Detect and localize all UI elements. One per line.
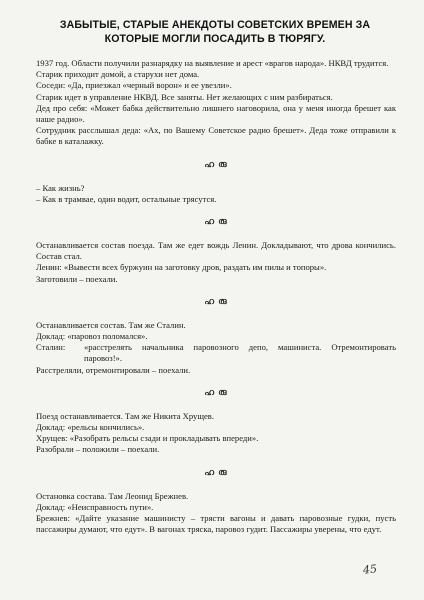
ornament-divider: ഹ രു <box>204 466 228 477</box>
paragraph: Брежнев: «Дайте указание машинисту – трясти вагоны и давать паровозные гудки, пусть пассажиры думают, что едут». В вагонах тряска, паровоз гудит. Пассажиры уверены, что едут. <box>36 513 396 535</box>
paragraph: Соседи: «Да, приезжал «черный ворон» и ее увезли». <box>36 80 232 91</box>
paragraph: Останавливается состав. Там же Сталин. <box>36 319 186 330</box>
anecdote-lenin <box>36 240 396 285</box>
anecdote-stalin <box>36 320 396 376</box>
paragraph: Разобрали – положили – поехали. <box>36 444 160 455</box>
speech-text: «расстрелять начальника паровозного депо, машиниста. Отремонтировать паровоз!». <box>84 342 396 364</box>
paragraph: Доклад: «Неисправность пути». <box>36 501 154 512</box>
anecdote-tram <box>36 183 396 205</box>
paragraph: Останавливается состав поезда. Там же едет вождь Ленин. Докладывают, что дрова кончились. Состав стал. <box>36 240 396 262</box>
dialogue-line: – Как в трамвае, один водит, остальные трясутся. <box>36 193 217 204</box>
ornament-divider: ഹ രു <box>204 216 228 227</box>
anecdote-khrushchev <box>36 411 396 456</box>
ornament-divider: ഹ രു <box>204 386 228 397</box>
paragraph: Старик идет в управление НКВД. Все заняты. Нет желающих с ним разбираться. <box>36 91 333 102</box>
paragraph: Доклад: «паровоз поломался». <box>36 331 148 342</box>
speech-row <box>36 342 396 364</box>
dialogue-line: – Как жизнь? <box>36 182 85 193</box>
paragraph: Поезд останавливается. Там же Никита Хрущев. <box>36 410 214 421</box>
page-title: ЗАБЫТЫЕ, СТАРЫЕ АНЕКДОТЫ СОВЕТСКИХ ВРЕМЕН ЗА КОТОРЫЕ МОГЛИ ПОСАДИТЬ В ТЮРЯГУ. <box>59 19 371 45</box>
paragraph: Расстреляли, отремонтировали – поехали. <box>36 364 191 375</box>
paragraph: Хрущев: «Разобрать рельсы сзади и прокладывать впереди». <box>36 433 259 444</box>
paragraph: 1937 год. Области получили разнарядку на выявление и арест «врагов народа». НКВД трудится. <box>36 58 389 68</box>
anecdote-brezhnev <box>36 491 396 536</box>
ornament-divider: ഹ രു <box>204 158 228 169</box>
paragraph: Доклад: «рельсы кончились». <box>36 422 145 433</box>
speaker-label: Сталин: <box>36 342 66 353</box>
anecdote-1937 <box>36 58 396 148</box>
paragraph: Заготовили – поехали. <box>36 273 118 284</box>
document-body <box>36 58 396 535</box>
ornament-divider: ഹ രു <box>204 295 228 306</box>
paragraph: Остановка состава. Там Леонид Брежнев. <box>36 490 189 501</box>
paragraph: Старик приходит домой, а старухи нет дома. <box>36 69 200 80</box>
paragraph: Ленин: «Вывести всех буржуин на заготовку дров, раздать им пилы и топоры». <box>36 262 327 273</box>
paragraph: Сотрудник расслышал деда: «Ах, по Вашему Советское радио брешет». Деда тоже отправили к бабке в каталажку. <box>36 125 396 147</box>
page-number: 45 <box>362 562 378 577</box>
paragraph: Дед про себя: «Может бабка действительно лишнего наговорила, она у меня иногда брешет как наше радио». <box>36 102 396 125</box>
